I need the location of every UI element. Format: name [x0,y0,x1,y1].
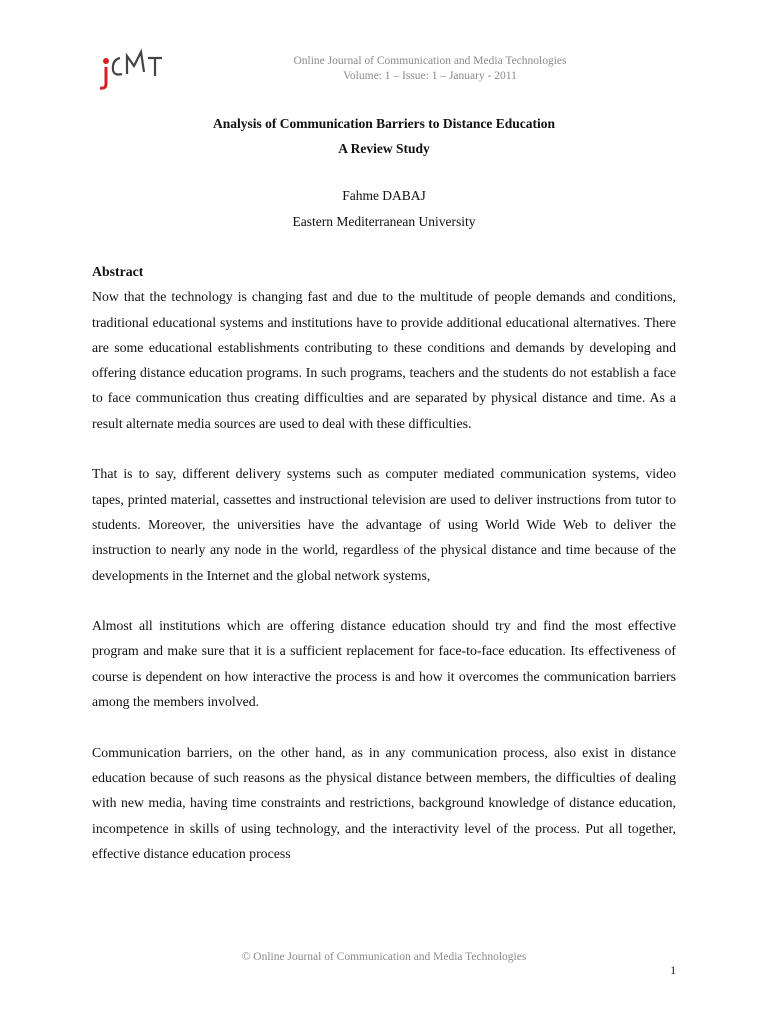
abstract-paragraph: Almost all institutions which are offering distance education should try and find the most effective program and make sure that it is a sufficient replacement for face-to-face education. Its effectiveness of course is dependent on how interactive the process is and how it overcomes the communication barriers among the members involved. [92,618,676,710]
paper-subtitle: A Review Study [338,141,430,156]
abstract-heading: Abstract [92,264,144,279]
abstract-paragraph: Now that the technology is changing fast and due to the multitude of people demands and conditions, traditional educational systems and institutions have to provide additional educational alternatives. There are some educational establishments contributing to these conditions and demands by developing and offering distance education programs. In such programs, teachers and the students do not establish a face to face communication thus creating difficulties and are separated by physical distance and time. As a result alternate media sources are used to deal with these difficulties. [92,289,676,431]
footer-copyright: © Online Journal of Communication and Media Technologies [241,951,527,963]
journal-name: Online Journal of Communication and Media Technologies [293,55,567,67]
abstract-paragraph: Communication barriers, on the other hand, as in any communication process, also exist in distance education because of such reasons as the physical distance between members, the difficulties of dealing with new media, having time constraints and restrictions, background knowledge of distance education, incompetence in skills of using technology, and the interactivity level of the process. Put all together, effective distance education process [92,744,676,861]
title-block [92,111,676,235]
author-name: Fahme DABAJ [342,188,426,203]
journal-logo [96,44,168,90]
page-number: 1 [670,965,676,977]
journal-volume: Volume: 1 – Issue: 1 – January - 2011 [343,70,517,82]
abstract-section [92,259,676,891]
author-affiliation: Eastern Mediterranean University [292,214,476,229]
abstract-paragraph: That is to say, different delivery systems such as computer mediated communication systems, video tapes, printed material, cassettes and instructional television are used to deliver instructions from tutor to students. Moreover, the universities have the advantage of using World Wide Web to deliver the instruction to nearly any node in the world, regardless of the physical distance and time because of the developments in the Internet and the global network systems, [92,466,676,583]
journal-header [200,54,660,84]
paper-title: Analysis of Communication Barriers to Distance Education [213,116,555,131]
